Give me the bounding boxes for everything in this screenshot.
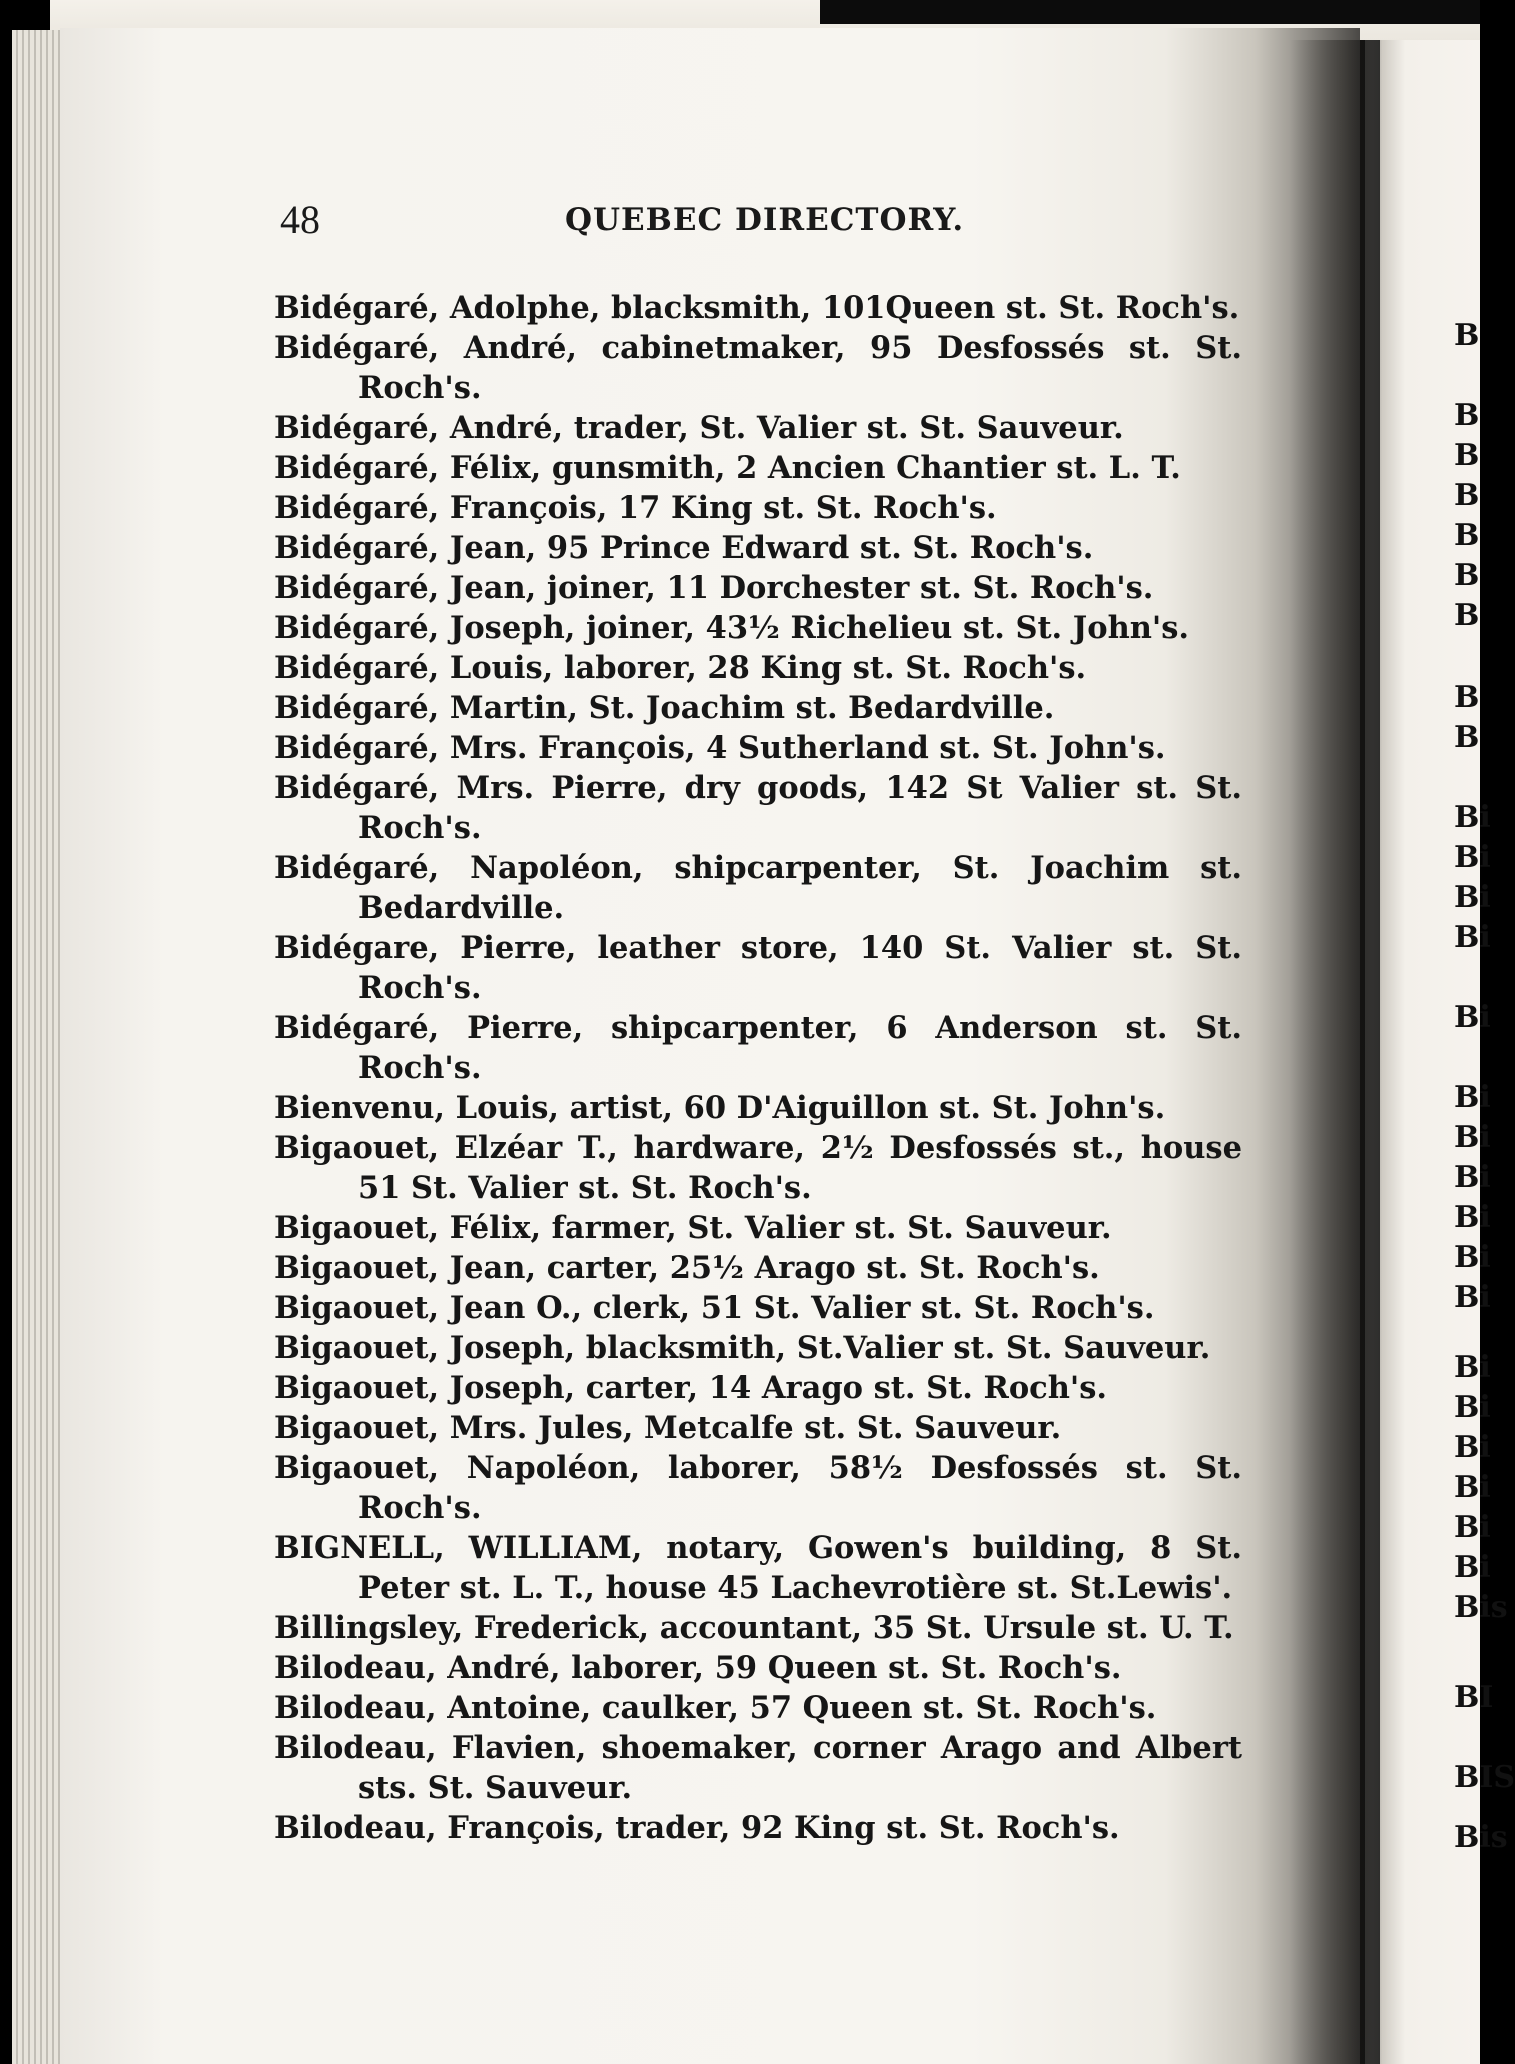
facing-page-fragment: B [1454, 598, 1480, 633]
facing-page-fragment: Bi [1454, 1510, 1491, 1545]
facing-page-fragment: Bi [1454, 1200, 1491, 1235]
directory-entries [274, 288, 1242, 1848]
directory-entry: Bidégaré, Pierre, shipcarpenter, 6 Anderson st. St. Roch's. [274, 1010, 1242, 1086]
directory-entry: Bilodeau, François, trader, 92 King st. St. Roch's. [274, 1810, 1120, 1846]
facing-page-fragment: Bi [1454, 1470, 1491, 1505]
facing-page-fragment: Bi [1454, 1430, 1491, 1465]
directory-entry: Bidégaré, Félix, gunsmith, 2 Ancien Chantier st. L. T. [274, 450, 1181, 486]
facing-page-fragment: Bi [1454, 1240, 1491, 1275]
page-number: 48 [280, 197, 320, 242]
directory-entry: Bigaouet, Joseph, blacksmith, St.Valier st. St. Sauveur. [274, 1330, 1211, 1366]
directory-entry: Bidégaré, Mrs. Pierre, dry goods, 142 St Valier st. St. Roch's. [274, 770, 1242, 846]
directory-entry: Bidégaré, Louis, laborer, 28 King st. St. Roch's. [274, 650, 1087, 686]
facing-page-fragment: Bi [1454, 1120, 1491, 1155]
directory-entry: Bidégaré, Jean, joiner, 11 Dorchester st. St. Roch's. [274, 570, 1154, 606]
facing-page-fragment: Bi [1454, 1280, 1491, 1315]
page-header [280, 196, 1240, 244]
directory-entry: Bidégaré, Mrs. François, 4 Sutherland st. St. John's. [274, 730, 1166, 766]
directory-entry: Bidégaré, Adolphe, blacksmith, 101Queen st. St. Roch's. [274, 290, 1240, 326]
facing-page-fragment: Bis [1454, 1820, 1508, 1855]
directory-entry: Bidégaré, André, cabinetmaker, 95 Desfossés st. St. Roch's. [274, 330, 1242, 406]
facing-page-fragment: B [1454, 680, 1480, 715]
directory-entry: Bidégare, Pierre, leather store, 140 St. Valier st. St. Roch's. [274, 930, 1242, 1006]
directory-entry: Bigaouet, Mrs. Jules, Metcalfe st. St. Sauveur. [274, 1410, 1062, 1446]
directory-entry: Billingsley, Frederick, accountant, 35 St. Ursule st. U. T. [274, 1610, 1234, 1646]
directory-entry: BIGNELL, WILLIAM, notary, Gowen's building, 8 St. Peter st. L. T., house 45 Lachevrotière st. St.Lewis'. [274, 1530, 1242, 1606]
directory-entry: Bigaouet, Jean, carter, 25½ Arago st. St. Roch's. [274, 1250, 1100, 1286]
directory-entry: Bidégaré, Martin, St. Joachim st. Bedardville. [274, 690, 1055, 726]
facing-page-fragment: B [1454, 720, 1480, 755]
directory-entry: Bigaouet, Joseph, carter, 14 Arago st. St. Roch's. [274, 1370, 1108, 1406]
directory-entry: Bilodeau, André, laborer, 59 Queen st. St. Roch's. [274, 1650, 1122, 1686]
directory-entry: Bigaouet, Napoléon, laborer, 58½ Desfossés st. St. Roch's. [274, 1450, 1242, 1526]
facing-page-fragment: B [1454, 318, 1480, 353]
facing-page-fragment: Bi [1454, 880, 1491, 915]
facing-page-fragment: Bi [1454, 1080, 1491, 1115]
facing-page-fragment: B [1454, 398, 1480, 433]
facing-page-fragment: Bis [1454, 1590, 1508, 1625]
facing-page-fragment: Bi [1454, 1350, 1491, 1385]
facing-page-fragment: Bi [1454, 1000, 1491, 1035]
gutter-shadow [1290, 40, 1380, 2064]
directory-entry: Bienvenu, Louis, artist, 60 D'Aiguillon st. St. John's. [274, 1090, 1166, 1126]
facing-page-fragment: Bi [1454, 840, 1491, 875]
directory-entry: Bidégaré, André, trader, St. Valier st. St. Sauveur. [274, 410, 1124, 446]
directory-entry: Bidégaré, Jean, 95 Prince Edward st. St. Roch's. [274, 530, 1094, 566]
background-shadow-top [820, 0, 1480, 24]
facing-page-fragment: BIS [1454, 1760, 1515, 1795]
running-head: QUEBEC DIRECTORY. [565, 202, 965, 238]
facing-page-fragment: B [1454, 478, 1480, 513]
facing-page-fragment: B [1454, 518, 1480, 553]
facing-page-fragment: Bi [1454, 1550, 1491, 1585]
directory-entry: Bigaouet, Félix, farmer, St. Valier st. St. Sauveur. [274, 1210, 1112, 1246]
directory-entry: Bigaouet, Elzéar T., hardware, 2½ Desfossés st., house 51 St. Valier st. St. Roch's. [274, 1130, 1242, 1206]
facing-page-fragments [1454, 0, 1515, 2064]
facing-page-fragment: B [1454, 558, 1480, 593]
facing-page-fragment: Bi [1454, 920, 1491, 955]
directory-entry: Bigaouet, Jean O., clerk, 51 St. Valier st. St. Roch's. [274, 1290, 1155, 1326]
directory-entry: Bidégaré, Napoléon, shipcarpenter, St. Joachim st. Bedardville. [274, 850, 1242, 926]
facing-page-fragment: Bi [1454, 800, 1491, 835]
directory-entry: Bidégaré, François, 17 King st. St. Roch's. [274, 490, 997, 526]
directory-entry: Bilodeau, Flavien, shoemaker, corner Arago and Albert sts. St. Sauveur. [274, 1730, 1242, 1806]
directory-entry: Bidégaré, Joseph, joiner, 43½ Richelieu st. St. John's. [274, 610, 1190, 646]
facing-page-fragment: Bi [1454, 1390, 1491, 1425]
directory-entry: Bilodeau, Antoine, caulker, 57 Queen st. St. Roch's. [274, 1690, 1157, 1726]
facing-page-fragment: BI [1454, 1680, 1494, 1715]
facing-page-fragment: Bi [1454, 1160, 1491, 1195]
facing-page-fragment: B [1454, 438, 1480, 473]
